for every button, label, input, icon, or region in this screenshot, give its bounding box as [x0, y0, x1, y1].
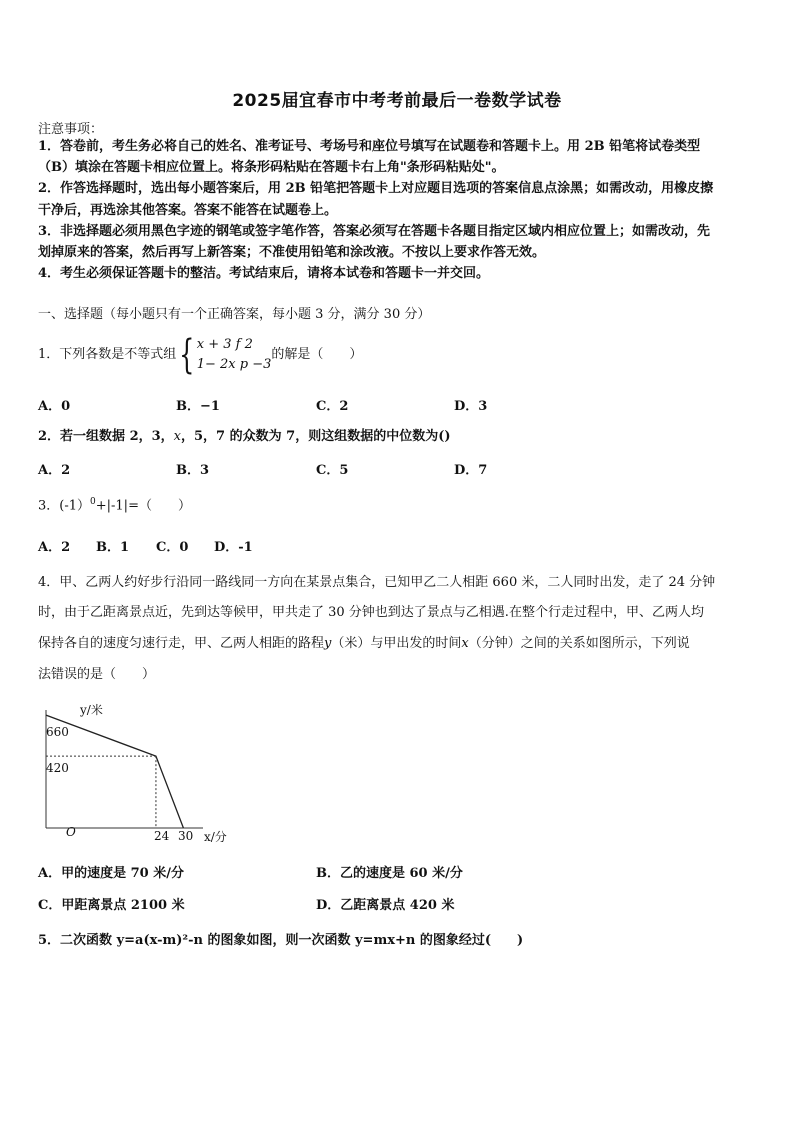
q1-inequality-2: 1− 2x p −3 [196, 356, 272, 372]
notice-line-6: 划掉原来的答案，然后再写上新答案；不准使用铅笔和涂改液。不按以上要求作答无效。 [38, 245, 546, 260]
q4-var-y: y [324, 636, 332, 651]
q3-option-b[interactable]: B．1 [96, 540, 130, 555]
q4-var-x: x [461, 636, 469, 651]
q4-option-d[interactable]: D．乙距离景点 420 米 [316, 898, 455, 913]
q3-suffix: +|-1|=（ ） [95, 498, 191, 514]
y-tick-660: 660 [46, 725, 69, 739]
q2-option-c[interactable]: C．5 [316, 463, 349, 478]
notice-heading: 注意事项： [38, 122, 104, 137]
q2-prefix: 2．若一组数据 2，3， [38, 429, 174, 444]
q4-option-a[interactable]: A．甲的速度是 70 米/分 [38, 866, 184, 881]
q4-line-3-a: 保持各自的速度匀速行走，甲、乙两人相距的路程 [38, 636, 325, 651]
distance-time-graph [38, 700, 248, 850]
q2-suffix: ，5，7 的众数为 7，则这组数据的中位数为() [181, 429, 451, 444]
question-2 [38, 428, 760, 446]
page-title: 2025届宜春市中考考前最后一卷数学试卷 [232, 91, 562, 111]
question-1 [38, 331, 760, 378]
q4-line-4: 法错误的是（ ） [38, 667, 156, 682]
q1-option-a[interactable]: A．0 [38, 399, 71, 414]
q1-suffix: 的解是（ ） [271, 347, 363, 362]
brace-symbol: { [179, 331, 195, 378]
notice-line-7: 4．考生必须保证答题卡的整洁。考试结束后，请将本试卷和答题卡一并交回。 [38, 266, 490, 281]
y-axis-label: y/米 [80, 703, 103, 717]
question-5: 5．二次函数 y=a(x-m)²-n 的图象如图，则一次函数 y=mx+n 的图象经过( ) [38, 933, 524, 948]
q4-line-3 [38, 635, 760, 653]
q3-prefix: 3．(-1） [38, 498, 91, 514]
x-tick-30: 30 [178, 829, 194, 843]
q4-line-3-c: （分钟）之间的关系如图所示，下列说 [468, 636, 690, 651]
q4-line-1: 4．甲、乙两人约好步行沿同一路线同一方向在某景点集合，已知甲乙二人相距 660 米，二人同时出发，走了 24 分钟 [38, 575, 716, 590]
origin-label: O [66, 825, 76, 839]
y-tick-420: 420 [46, 761, 69, 775]
notice-line-5: 3．非选择题必须用黑色字迹的钢笔或签字笔作答，答案必须写在答题卡各题目指定区域内相应位置上；如需改动，先 [38, 224, 711, 239]
x-axis-label: x/分 [204, 830, 227, 844]
q1-inequality-1: x + 3 f 2 [196, 336, 253, 352]
q1-prefix: 1．下列各数是不等式组 [38, 347, 177, 362]
notice-line-4: 干净后，再选涂其他答案。答案不能答在试题卷上。 [38, 203, 338, 218]
q4-option-c[interactable]: C．甲距离景点 2100 米 [38, 898, 185, 913]
q2-option-d[interactable]: D．7 [454, 463, 488, 478]
q2-option-b[interactable]: B．3 [176, 463, 210, 478]
q3-option-c[interactable]: C．0 [156, 540, 189, 555]
q1-inequality-system [197, 335, 272, 375]
q1-option-c[interactable]: C．2 [316, 399, 349, 414]
q1-option-d[interactable]: D．3 [454, 399, 488, 414]
notice-line-2: （B）填涂在答题卡相应位置上。将条形码粘贴在答题卡右上角"条形码粘贴处"。 [38, 160, 505, 175]
q3-option-a[interactable]: A．2 [38, 540, 71, 555]
q2-variable: x [173, 429, 182, 444]
question-3 [38, 493, 760, 515]
q3-option-d[interactable]: D．-1 [214, 540, 253, 555]
notice-line-3: 2．作答选择题时，选出每小题答案后，用 2B 铅笔把答题卡上对应题目选项的答案信息点涂黑；如需改动，用橡皮擦 [38, 181, 714, 196]
x-tick-24: 24 [154, 829, 170, 843]
q2-option-a[interactable]: A．2 [38, 463, 71, 478]
section-heading: 一、选择题（每小题只有一个正确答案，每小题 3 分，满分 30 分） [38, 307, 431, 322]
q4-line-2: 时，由于乙距离景点近，先到达等候甲，甲共走了 30 分钟也到达了景点与乙相遇.在整个行走过程中，甲、乙两人均 [38, 605, 704, 620]
q3-exponent: 0 [90, 497, 96, 507]
q4-line-3-b: （米）与甲出发的时间 [331, 636, 462, 651]
q1-option-b[interactable]: B．−1 [176, 399, 220, 414]
q4-option-b[interactable]: B．乙的速度是 60 米/分 [316, 866, 463, 881]
notice-line-1: 1．答卷前，考生务必将自己的姓名、准考证号、考场号和座位号填写在试题卷和答题卡上。用 2B 铅笔将试卷类型 [38, 139, 701, 154]
